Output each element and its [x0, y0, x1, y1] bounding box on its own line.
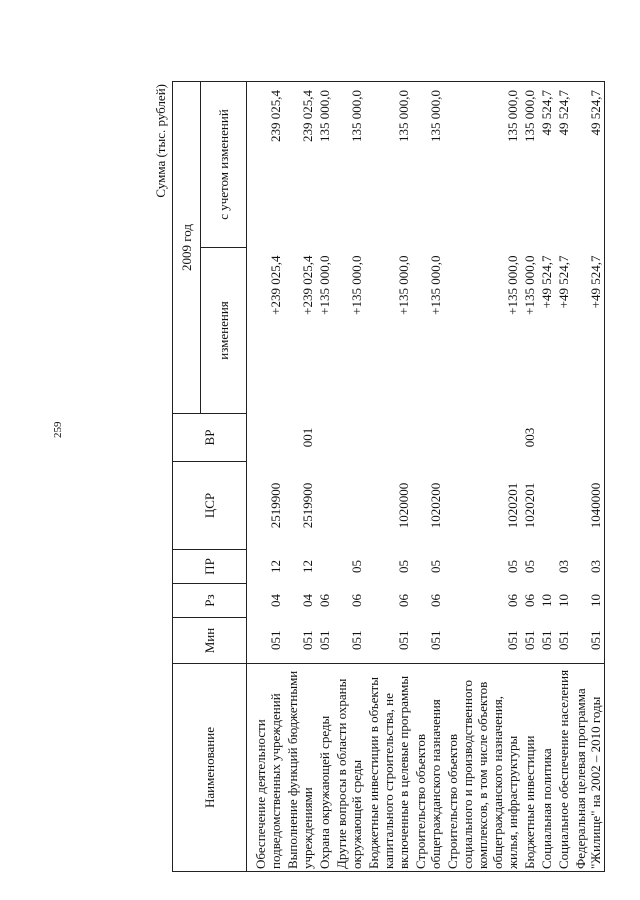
- row-csr: 1040000: [572, 462, 605, 550]
- row-pr: 05: [505, 560, 520, 573]
- row-vr: [247, 414, 285, 462]
- table-row: [333, 82, 365, 872]
- row-change: +135 000,0: [396, 255, 411, 315]
- row-change: +135 000,0: [349, 255, 364, 315]
- row-change: +135 000,0: [522, 255, 537, 315]
- row-csr: [316, 462, 333, 550]
- row-name: Социальная политика: [538, 664, 555, 872]
- row-change: +135 000,0: [428, 255, 443, 315]
- header-pr: ПР: [173, 550, 247, 584]
- row-csr: 1020201: [522, 482, 537, 529]
- row-rz: 10: [539, 594, 554, 607]
- row-pr: 05: [349, 560, 364, 573]
- row-csr: 2519900: [268, 482, 283, 529]
- row-pr: 03: [556, 560, 571, 573]
- row-change: +49 524,7: [539, 255, 554, 309]
- row-pr: [538, 550, 555, 584]
- row-name: Охрана окружающей среды: [316, 664, 333, 872]
- unit-caption: Сумма (тыс. рублей): [153, 84, 168, 198]
- row-pr: 12: [300, 560, 315, 573]
- row-change: +49 524,7: [556, 255, 571, 309]
- row-vr: [555, 414, 572, 462]
- row-vr: [365, 414, 412, 462]
- row-min: 051: [522, 630, 537, 650]
- row-name: Другие вопросы в области охраны окружающей среды: [333, 664, 365, 872]
- row-change: +239 025,4: [268, 255, 283, 315]
- row-pr: [316, 550, 333, 584]
- row-min: 051: [396, 630, 411, 650]
- row-min: 051: [268, 630, 283, 650]
- row-min: 051: [572, 618, 605, 664]
- row-change: +239 025,4: [300, 255, 315, 315]
- row-name: Строительство объектов общегражданского назначения: [412, 664, 444, 872]
- row-csr: 1020200: [428, 482, 443, 529]
- header-rz: Рз: [173, 584, 247, 618]
- row-csr: 2519900: [300, 482, 315, 529]
- table-row: [538, 82, 555, 872]
- row-rz: 06: [428, 594, 443, 607]
- row-with-change: 49 524,7: [572, 82, 605, 248]
- table-row: [572, 82, 605, 872]
- row-min: 051: [505, 630, 520, 650]
- row-name: Строительство объектов социального и производственного комплексов, в том числе объектов общегражданского назначения, жилья, инфраструктуры: [444, 664, 521, 872]
- row-with-change: 135 000,0: [521, 82, 538, 248]
- row-min: 051: [428, 630, 443, 650]
- row-name: Бюджетные инвестиции в объекты капитального строительства, не включенные в целевые программы: [365, 664, 412, 872]
- header-name: Наименование: [173, 664, 247, 872]
- row-vr: [538, 414, 555, 462]
- row-rz: 04: [268, 594, 283, 607]
- row-rz: 06: [522, 594, 537, 607]
- row-with-change: 239 025,4: [247, 82, 285, 248]
- header-with-change: с учетом изменений: [201, 82, 247, 248]
- header-min: Мин: [173, 618, 247, 664]
- page-number: 259: [52, 421, 64, 438]
- row-change: +135 000,0: [505, 255, 520, 315]
- header-vr: ВР: [173, 414, 247, 462]
- row-name: Выполнение функций бюджетными учреждениями: [284, 664, 316, 872]
- row-csr: 1020201: [505, 482, 520, 529]
- table-row: [284, 82, 316, 872]
- table-row: [247, 82, 285, 872]
- row-with-change: 49 524,7: [555, 82, 572, 248]
- row-pr: 05: [522, 560, 537, 573]
- row-with-change: 135 000,0: [316, 82, 333, 248]
- row-min: 051: [539, 630, 554, 650]
- header-csr: ЦСР: [173, 462, 247, 550]
- table-row: [412, 82, 444, 872]
- row-rz: 04: [300, 594, 315, 607]
- row-csr: [333, 462, 365, 550]
- row-csr: [555, 462, 572, 550]
- row-vr: 003: [522, 427, 537, 448]
- header-change: изменения: [201, 248, 247, 414]
- budget-table: [172, 81, 605, 872]
- row-with-change: 135 000,0: [444, 82, 521, 248]
- row-with-change: 135 000,0: [333, 82, 365, 248]
- row-vr: [572, 414, 605, 462]
- table-row: [365, 82, 412, 872]
- rotated-table-page: [150, 82, 620, 872]
- header-year: 2009 год: [173, 82, 201, 414]
- row-pr: 05: [396, 560, 411, 573]
- row-pr: 12: [268, 560, 283, 573]
- row-csr: 1020000: [396, 482, 411, 529]
- row-rz: 10: [556, 594, 571, 607]
- row-with-change: 135 000,0: [365, 82, 412, 248]
- row-with-change: 49 524,7: [538, 82, 555, 248]
- row-vr: [333, 414, 365, 462]
- row-change: +49 524,7: [572, 248, 605, 414]
- row-min: 051: [349, 630, 364, 650]
- row-pr: 03: [572, 550, 605, 584]
- row-rz: 06: [505, 594, 520, 607]
- table-row: [521, 82, 538, 872]
- row-with-change: 135 000,0: [412, 82, 444, 248]
- row-vr: 001: [300, 427, 315, 448]
- row-min: 051: [317, 630, 332, 650]
- table-row: [316, 82, 333, 872]
- row-name: Социальное обеспечение населения: [555, 664, 572, 872]
- row-csr: [538, 462, 555, 550]
- row-name: Бюджетные инвестиции: [521, 664, 538, 872]
- table-row: [555, 82, 572, 872]
- table-row: [444, 82, 521, 872]
- row-rz: 06: [396, 594, 411, 607]
- row-change: +135 000,0: [317, 255, 332, 315]
- row-pr: 05: [428, 560, 443, 573]
- row-vr: [444, 414, 521, 462]
- row-vr: [412, 414, 444, 462]
- row-vr: [316, 414, 333, 462]
- row-min: 051: [556, 630, 571, 650]
- row-name: Федеральная целевая программа "Жилище" на 2002 – 2010 годы: [572, 664, 605, 872]
- row-name: Обеспечение деятельности подведомственных учреждений: [247, 664, 285, 872]
- row-rz: 06: [349, 594, 364, 607]
- row-rz: 06: [317, 594, 332, 607]
- row-min: 051: [300, 630, 315, 650]
- row-rz: 10: [572, 584, 605, 618]
- row-with-change: 239 025,4: [284, 82, 316, 248]
